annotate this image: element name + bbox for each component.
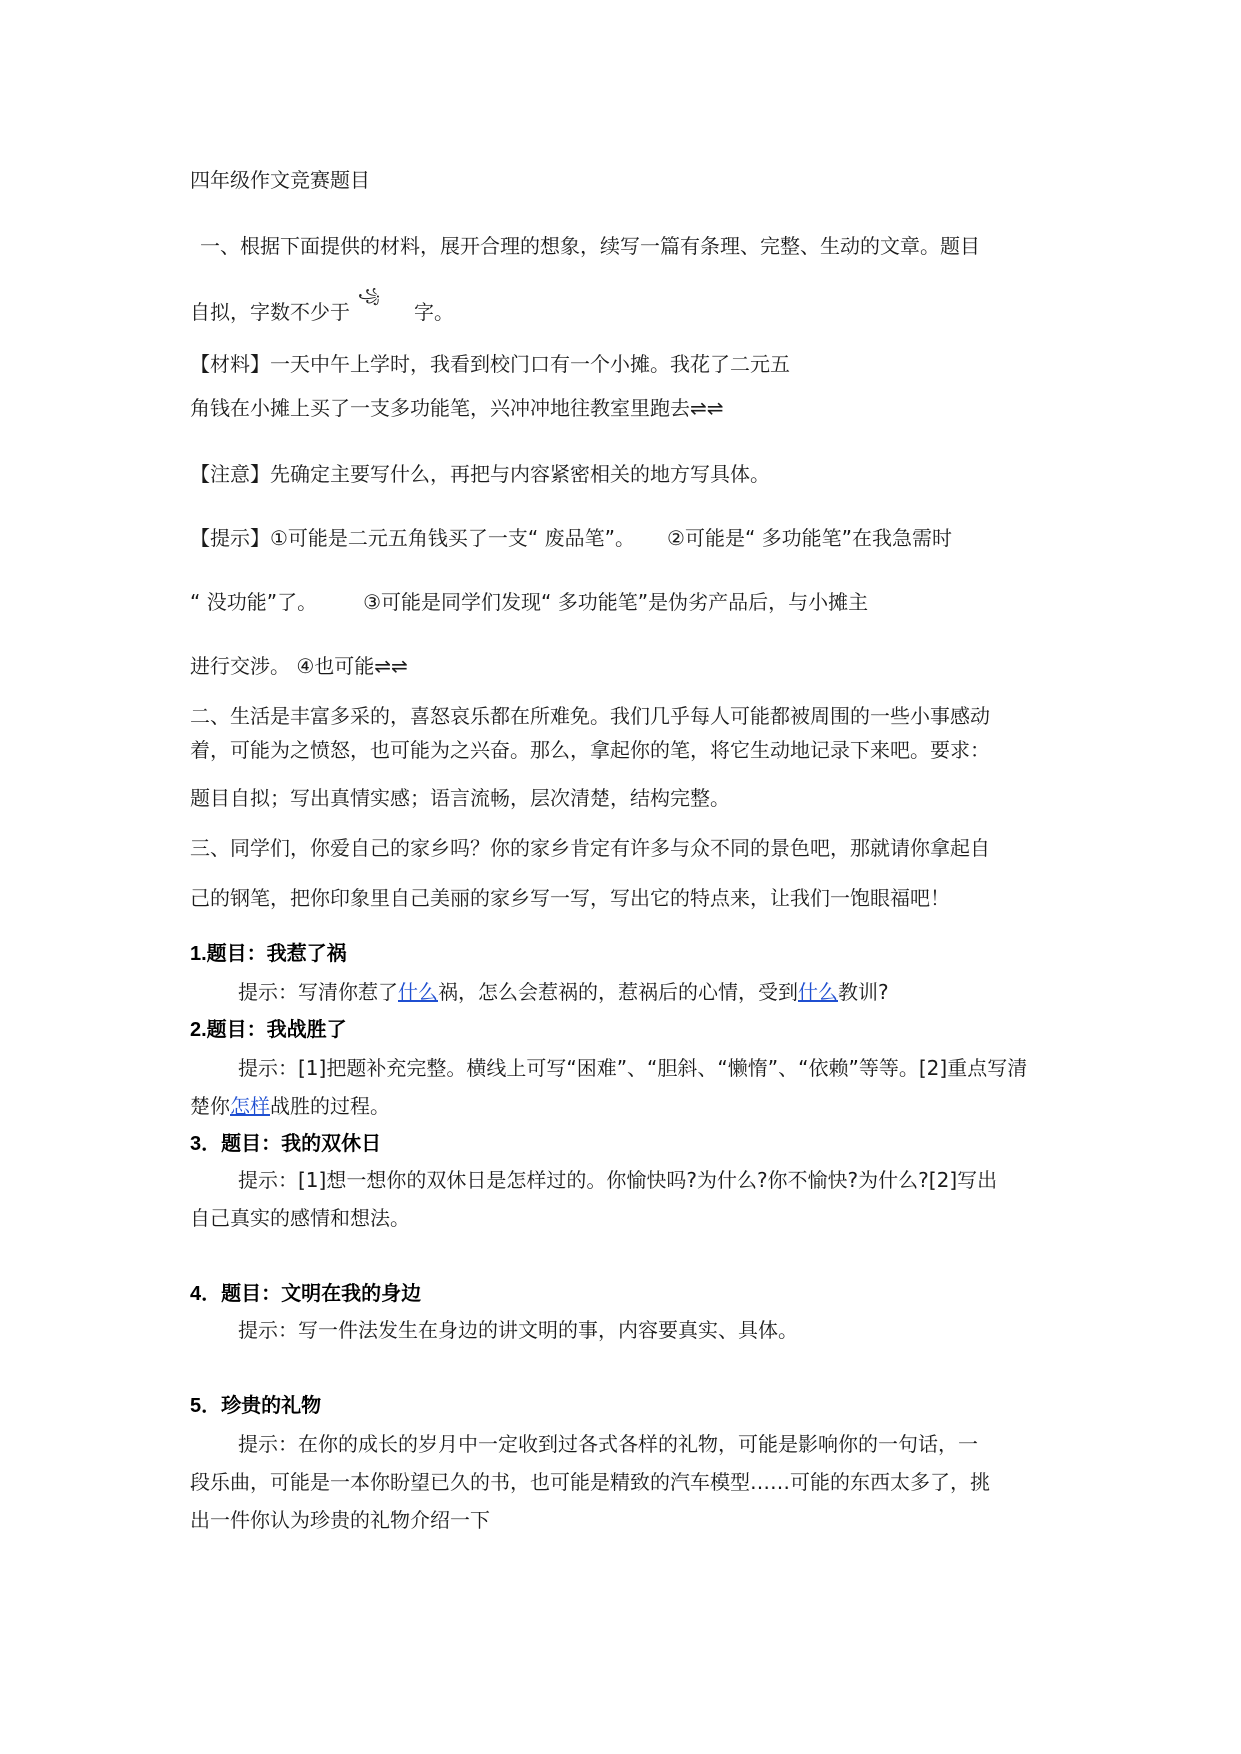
topic3-hint-line2: 自己真实的感情和想法。 bbox=[190, 1206, 410, 1230]
topic3-hint-line1: 提示：[1]想一想你的双休日是怎样过的。你愉快吗?为什么?你不愉快?为什么?[2]写出 bbox=[238, 1168, 998, 1192]
ink-mark-icon: ꧁ bbox=[358, 288, 380, 304]
topic2-hint-b: 战胜的过程。 bbox=[270, 1094, 390, 1118]
hint-line2 bbox=[190, 588, 868, 616]
section1-line2-a: 自拟，字数不少于 bbox=[190, 300, 350, 324]
topic1-link-2[interactable]: 什么 bbox=[798, 980, 838, 1004]
topic5-hint-line3: 出一件你认为珍贵的礼物介绍一下 bbox=[190, 1508, 490, 1532]
section2-line1: 二、生活是丰富多采的，喜怒哀乐都在所难免。我们几乎每人可能都被周围的一些小事感动 bbox=[190, 704, 990, 728]
topic1-heading: 1.题目：我惹了祸 bbox=[190, 943, 347, 965]
hint-2-cont: “ 没功能”了。 bbox=[190, 590, 318, 614]
topic5-heading: 5．珍贵的礼物 bbox=[190, 1395, 322, 1417]
hint-line1 bbox=[190, 524, 952, 552]
topic5-hint-line2: 段乐曲，可能是一本你盼望已久的书，也可能是精致的汽车模型……可能的东西太多了，挑 bbox=[190, 1470, 990, 1494]
section2-line2: 着，可能为之愤怒，也可能为之兴奋。那么，拿起你的笔，将它生动地记录下来吧。要求： bbox=[190, 738, 990, 762]
topic2-link[interactable]: 怎样 bbox=[230, 1094, 270, 1118]
topic2-hint-a: 楚你 bbox=[190, 1094, 230, 1118]
topic4-heading: 4．题目：文明在我的身边 bbox=[190, 1283, 422, 1305]
section1-line2 bbox=[190, 298, 454, 326]
topic1-hint-a: 提示：写清你惹了 bbox=[238, 980, 398, 1004]
topic5-hint-line1: 提示：在你的成长的岁月中一定收到过各式各样的礼物，可能是影响你的一句话，一 bbox=[238, 1432, 978, 1456]
material-line1: 【材料】一天中午上学时，我看到校门口有一个小摊。我花了二元五 bbox=[190, 352, 790, 376]
topic1-hint bbox=[238, 978, 889, 1006]
section1-line1: 一、根据下面提供的材料，展开合理的想象，续写一篇有条理、完整、生动的文章。题目 bbox=[200, 234, 980, 258]
section2-line3: 题目自拟；写出真情实感；语言流畅，层次清楚，结构完整。 bbox=[190, 786, 730, 810]
topic2-heading: 2.题目：我战胜了 bbox=[190, 1019, 347, 1041]
topic3-heading: 3．题目：我的双休日 bbox=[190, 1133, 382, 1155]
section1-line2-b: 字。 bbox=[414, 300, 454, 324]
hint-1: 【提示】①可能是二元五角钱买了一支“ 废品笔”。 bbox=[190, 526, 636, 550]
section3-line1: 三、同学们，你爱自己的家乡吗？你的家乡肯定有许多与众不同的景色吧，那就请你拿起自 bbox=[190, 836, 990, 860]
section3-line2: 己的钢笔，把你印象里自己美丽的家乡写一写，写出它的特点来，让我们一饱眼福吧！ bbox=[190, 886, 950, 910]
document-title: 四年级作文竞赛题目 bbox=[190, 168, 370, 192]
hint-line3: 进行交涉。 ④也可能⇌⇌ bbox=[190, 654, 408, 678]
topic2-hint-line1: 提示：[1]把题补充完整。横线上可写“困难”、“胆斜、“懒惰”、“依赖”等等。[2]重点写清 bbox=[238, 1056, 1028, 1080]
topic1-hint-b: 祸，怎么会惹祸的，惹祸后的心情，受到 bbox=[438, 980, 798, 1004]
hint-3: ③可能是同学们发现“ 多功能笔”是伪劣产品后，与小摊主 bbox=[363, 590, 869, 614]
hint-2: ②可能是“ 多功能笔”在我急需时 bbox=[667, 526, 953, 550]
topic1-hint-c: 教训? bbox=[838, 980, 889, 1004]
topic4-hint-line1: 提示：写一件法发生在身边的讲文明的事，内容要真实、具体。 bbox=[238, 1318, 798, 1342]
material-line2: 角钱在小摊上买了一支多功能笔，兴冲冲地往教室里跑去⇌⇌ bbox=[190, 396, 724, 420]
topic1-link-1[interactable]: 什么 bbox=[398, 980, 438, 1004]
note-line: 【注意】先确定主要写什么，再把与内容紧密相关的地方写具体。 bbox=[190, 462, 770, 486]
topic2-hint-line2 bbox=[190, 1092, 390, 1120]
